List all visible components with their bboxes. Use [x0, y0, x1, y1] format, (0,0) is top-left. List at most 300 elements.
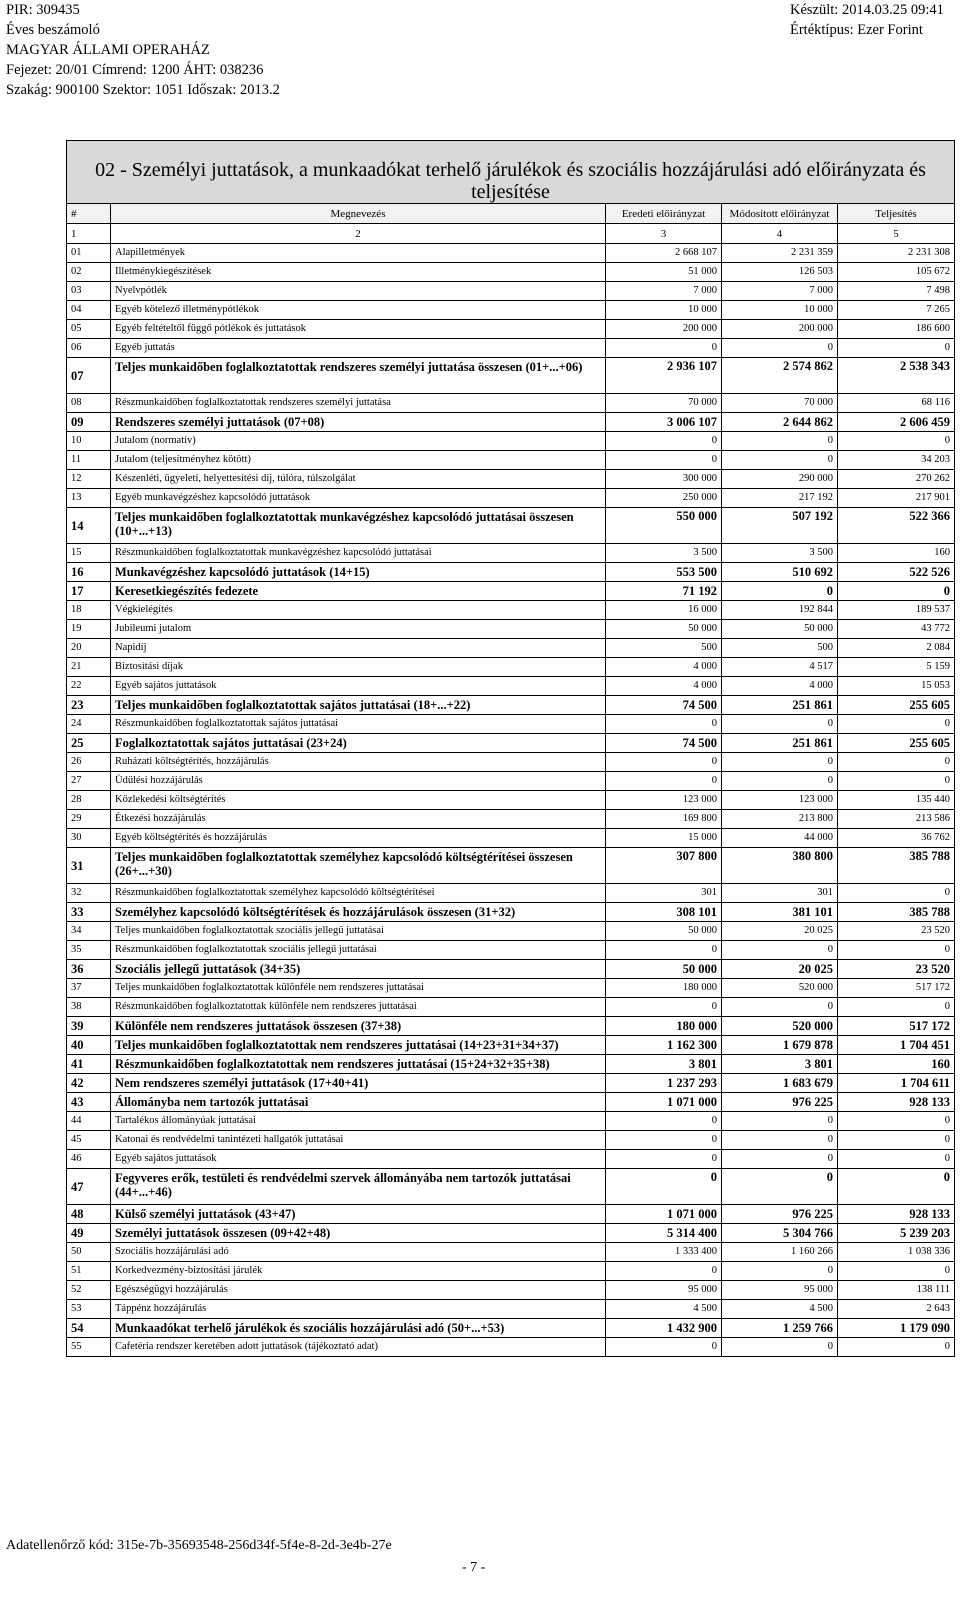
row-code: 19 [67, 620, 111, 639]
table-row [67, 470, 955, 489]
row-modified-value: 0 [722, 432, 838, 451]
table-row [67, 582, 955, 601]
row-name: Cafetéria rendszer keretében adott juttatások (tájékoztató adat) [111, 1338, 606, 1357]
row-name: Foglalkoztatottak sajátos juttatásai (23+24) [111, 734, 606, 753]
row-performance-value: 0 [838, 1112, 955, 1131]
row-original-value: 553 500 [606, 563, 722, 582]
row-original-value: 123 000 [606, 791, 722, 810]
row-code: 31 [67, 848, 111, 884]
table-row [67, 979, 955, 998]
table-row [67, 358, 955, 394]
table-row [67, 620, 955, 639]
row-code: 34 [67, 922, 111, 941]
row-code: 18 [67, 601, 111, 620]
table-row [67, 1017, 955, 1036]
row-code: 32 [67, 884, 111, 903]
budget-table [66, 140, 955, 1357]
row-original-value: 169 800 [606, 810, 722, 829]
row-performance-value: 2 606 459 [838, 413, 955, 432]
row-performance-value: 517 172 [838, 1017, 955, 1036]
table-row [67, 263, 955, 282]
col-header-modified: Módosított előirányzat [722, 204, 838, 224]
table-row [67, 848, 955, 884]
table-row [67, 508, 955, 544]
table-row [67, 339, 955, 358]
row-modified-value: 0 [722, 1131, 838, 1150]
row-code: 55 [67, 1338, 111, 1357]
row-modified-value: 20 025 [722, 922, 838, 941]
report-header-left [6, 0, 280, 100]
row-performance-value: 160 [838, 544, 955, 563]
row-name: Személyi juttatások összesen (09+42+48) [111, 1224, 606, 1243]
row-performance-value: 385 788 [838, 903, 955, 922]
row-performance-value: 0 [838, 582, 955, 601]
page-number: - 7 - [462, 1560, 486, 1575]
row-code: 05 [67, 320, 111, 339]
row-modified-value: 1 259 766 [722, 1319, 838, 1338]
row-name: Egyéb sajátos juttatások [111, 1150, 606, 1169]
row-original-value: 95 000 [606, 1281, 722, 1300]
row-name: Részmunkaidőben foglalkoztatottak szociális jellegű juttatásai [111, 941, 606, 960]
row-code: 08 [67, 394, 111, 413]
row-modified-value: 192 844 [722, 601, 838, 620]
col-number: 4 [722, 224, 838, 244]
row-original-value: 301 [606, 884, 722, 903]
row-code: 29 [67, 810, 111, 829]
table-row [67, 1224, 955, 1243]
table-row [67, 639, 955, 658]
row-code: 27 [67, 772, 111, 791]
column-number-row [67, 224, 955, 244]
row-original-value: 5 314 400 [606, 1224, 722, 1243]
row-original-value: 500 [606, 639, 722, 658]
row-modified-value: 217 192 [722, 489, 838, 508]
row-modified-value: 0 [722, 772, 838, 791]
created-timestamp: Készült: 2014.03.25 09:41 [790, 2, 944, 18]
row-modified-value: 123 000 [722, 791, 838, 810]
row-performance-value: 0 [838, 1262, 955, 1281]
table-row [67, 394, 955, 413]
table-row [67, 734, 955, 753]
row-performance-value: 255 605 [838, 734, 955, 753]
row-name: Teljes munkaidőben foglalkoztatottak különféle nem rendszeres juttatásai [111, 979, 606, 998]
table-row [67, 1036, 955, 1055]
table-row [67, 563, 955, 582]
header-line: Szakág: 900100 Szektor: 1051 Időszak: 2013.2 [6, 82, 280, 98]
row-modified-value: 510 692 [722, 563, 838, 582]
row-original-value: 0 [606, 1150, 722, 1169]
row-original-value: 0 [606, 1262, 722, 1281]
row-original-value: 0 [606, 1131, 722, 1150]
row-code: 53 [67, 1300, 111, 1319]
row-original-value: 0 [606, 432, 722, 451]
row-original-value: 2 936 107 [606, 358, 722, 394]
row-code: 20 [67, 639, 111, 658]
row-code: 39 [67, 1017, 111, 1036]
row-performance-value: 0 [838, 753, 955, 772]
row-performance-value: 255 605 [838, 696, 955, 715]
row-code: 35 [67, 941, 111, 960]
row-original-value: 15 000 [606, 829, 722, 848]
table-row [67, 1131, 955, 1150]
row-name: Állományba nem tartozók juttatásai [111, 1093, 606, 1112]
row-code: 30 [67, 829, 111, 848]
row-performance-value: 5 239 203 [838, 1224, 955, 1243]
table-row [67, 451, 955, 470]
row-original-value: 4 000 [606, 658, 722, 677]
table-row [67, 1055, 955, 1074]
row-original-value: 3 006 107 [606, 413, 722, 432]
row-code: 48 [67, 1205, 111, 1224]
row-modified-value: 0 [722, 1338, 838, 1357]
row-code: 42 [67, 1074, 111, 1093]
row-name: Részmunkaidőben foglalkoztatottak személyhez kapcsolódó költségtérítései [111, 884, 606, 903]
row-original-value: 1 162 300 [606, 1036, 722, 1055]
row-name: Egyéb munkavégzéshez kapcsolódó juttatások [111, 489, 606, 508]
row-original-value: 1 071 000 [606, 1093, 722, 1112]
row-name: Táppénz hozzájárulás [111, 1300, 606, 1319]
table-row [67, 658, 955, 677]
row-original-value: 0 [606, 339, 722, 358]
row-modified-value: 0 [722, 339, 838, 358]
table-row [67, 1319, 955, 1338]
row-name: Egyéb költségtérítés és hozzájárulás [111, 829, 606, 848]
row-performance-value: 105 672 [838, 263, 955, 282]
value-type: Értéktípus: Ezer Forint [790, 22, 923, 38]
row-code: 06 [67, 339, 111, 358]
row-performance-value: 0 [838, 339, 955, 358]
row-original-value: 74 500 [606, 734, 722, 753]
row-name: Egyéb feltételtől függő pótlékok és juttatások [111, 320, 606, 339]
row-modified-value: 381 101 [722, 903, 838, 922]
row-code: 50 [67, 1243, 111, 1262]
row-name: Nem rendszeres személyi juttatások (17+40+41) [111, 1074, 606, 1093]
row-name: Készenléti, ügyeleti, helyettesítési díj, túlóra, túlszolgálat [111, 470, 606, 489]
row-performance-value: 1 179 090 [838, 1319, 955, 1338]
row-original-value: 0 [606, 998, 722, 1017]
row-code: 46 [67, 1150, 111, 1169]
row-modified-value: 4 517 [722, 658, 838, 677]
row-modified-value: 126 503 [722, 263, 838, 282]
row-code: 51 [67, 1262, 111, 1281]
row-name: Szociális jellegű juttatások (34+35) [111, 960, 606, 979]
row-name: Közlekedési költségtérítés [111, 791, 606, 810]
row-original-value: 3 500 [606, 544, 722, 563]
row-modified-value: 4 500 [722, 1300, 838, 1319]
table-row [67, 1205, 955, 1224]
row-name: Részmunkaidőben foglalkoztatottak munkavégzéshez kapcsolódó juttatásai [111, 544, 606, 563]
row-modified-value: 200 000 [722, 320, 838, 339]
row-modified-value: 5 304 766 [722, 1224, 838, 1243]
row-modified-value: 0 [722, 582, 838, 601]
col-header-code: # [67, 204, 111, 224]
row-modified-value: 0 [722, 1262, 838, 1281]
row-original-value: 10 000 [606, 301, 722, 320]
row-performance-value: 385 788 [838, 848, 955, 884]
row-original-value: 307 800 [606, 848, 722, 884]
table-row [67, 791, 955, 810]
row-name: Alapilletmények [111, 244, 606, 263]
row-code: 16 [67, 563, 111, 582]
row-name: Rendszeres személyi juttatások (07+08) [111, 413, 606, 432]
row-modified-value: 0 [722, 998, 838, 1017]
table-row [67, 715, 955, 734]
row-name: Különféle nem rendszeres juttatások összesen (37+38) [111, 1017, 606, 1036]
row-original-value: 0 [606, 1112, 722, 1131]
row-name: Személyhez kapcsolódó költségtérítések és hozzájárulások összesen (31+32) [111, 903, 606, 922]
row-modified-value: 10 000 [722, 301, 838, 320]
row-modified-value: 70 000 [722, 394, 838, 413]
row-original-value: 1 237 293 [606, 1074, 722, 1093]
row-performance-value: 0 [838, 1131, 955, 1150]
row-name: Ruházati költségtérítés, hozzájárulás [111, 753, 606, 772]
row-original-value: 0 [606, 1169, 722, 1205]
row-code: 43 [67, 1093, 111, 1112]
row-code: 44 [67, 1112, 111, 1131]
row-performance-value: 0 [838, 998, 955, 1017]
table-row [67, 941, 955, 960]
row-modified-value: 7 000 [722, 282, 838, 301]
table-row [67, 922, 955, 941]
row-modified-value: 95 000 [722, 1281, 838, 1300]
row-performance-value: 2 231 308 [838, 244, 955, 263]
col-number: 1 [67, 224, 111, 244]
row-modified-value: 3 801 [722, 1055, 838, 1074]
row-original-value: 50 000 [606, 922, 722, 941]
table-row [67, 489, 955, 508]
row-modified-value: 520 000 [722, 979, 838, 998]
row-modified-value: 4 000 [722, 677, 838, 696]
row-code: 41 [67, 1055, 111, 1074]
row-name: Végkielégítés [111, 601, 606, 620]
row-original-value: 0 [606, 451, 722, 470]
row-original-value: 4 000 [606, 677, 722, 696]
row-name: Teljes munkaidőben foglalkoztatottak sajátos juttatásai (18+...+22) [111, 696, 606, 715]
table-row [67, 677, 955, 696]
row-modified-value: 976 225 [722, 1205, 838, 1224]
table-row [67, 1300, 955, 1319]
row-name: Munkaadókat terhelő járulékok és szociális hozzájárulási adó (50+...+53) [111, 1319, 606, 1338]
row-performance-value: 0 [838, 1338, 955, 1357]
table-row [67, 301, 955, 320]
table-row [67, 1093, 955, 1112]
row-modified-value: 1 160 266 [722, 1243, 838, 1262]
row-performance-value: 217 901 [838, 489, 955, 508]
row-code: 49 [67, 1224, 111, 1243]
row-performance-value: 43 772 [838, 620, 955, 639]
row-performance-value: 0 [838, 941, 955, 960]
row-code: 22 [67, 677, 111, 696]
row-code: 38 [67, 998, 111, 1017]
row-name: Teljes munkaidőben foglalkoztatottak nem rendszeres juttatásai (14+23+31+34+37) [111, 1036, 606, 1055]
row-code: 10 [67, 432, 111, 451]
row-original-value: 3 801 [606, 1055, 722, 1074]
check-code: Adatellenőrző kód: 315e-7b-35693548-256d34f-5f4e-8-2d-3e4b-27e [6, 1538, 392, 1553]
table-row [67, 432, 955, 451]
row-modified-value: 2 231 359 [722, 244, 838, 263]
row-performance-value: 138 111 [838, 1281, 955, 1300]
row-modified-value: 976 225 [722, 1093, 838, 1112]
table-row [67, 1281, 955, 1300]
row-performance-value: 34 203 [838, 451, 955, 470]
table-row [67, 601, 955, 620]
row-performance-value: 15 053 [838, 677, 955, 696]
table-row [67, 282, 955, 301]
row-modified-value: 0 [722, 715, 838, 734]
row-original-value: 1 432 900 [606, 1319, 722, 1338]
row-modified-value: 520 000 [722, 1017, 838, 1036]
row-name: Illetménykiegészítések [111, 263, 606, 282]
row-name: Részmunkaidőben foglalkoztatottak sajátos juttatásai [111, 715, 606, 734]
row-original-value: 70 000 [606, 394, 722, 413]
row-code: 17 [67, 582, 111, 601]
row-modified-value: 213 800 [722, 810, 838, 829]
row-code: 02 [67, 263, 111, 282]
row-code: 03 [67, 282, 111, 301]
col-number: 5 [838, 224, 955, 244]
row-name: Jubileumi jutalom [111, 620, 606, 639]
row-modified-value: 507 192 [722, 508, 838, 544]
row-performance-value: 23 520 [838, 960, 955, 979]
row-original-value: 0 [606, 753, 722, 772]
row-performance-value: 7 265 [838, 301, 955, 320]
row-modified-value: 0 [722, 1150, 838, 1169]
row-modified-value: 251 861 [722, 696, 838, 715]
col-header-performance: Teljesítés [838, 204, 955, 224]
row-code: 24 [67, 715, 111, 734]
row-modified-value: 0 [722, 451, 838, 470]
row-performance-value: 0 [838, 715, 955, 734]
row-performance-value: 928 133 [838, 1093, 955, 1112]
table-row [67, 960, 955, 979]
row-name: Egészségügyi hozzájárulás [111, 1281, 606, 1300]
row-name: Szociális hozzájárulási adó [111, 1243, 606, 1262]
row-original-value: 16 000 [606, 601, 722, 620]
row-name: Egyéb sajátos juttatások [111, 677, 606, 696]
row-performance-value: 270 262 [838, 470, 955, 489]
row-code: 04 [67, 301, 111, 320]
row-original-value: 0 [606, 772, 722, 791]
row-modified-value: 20 025 [722, 960, 838, 979]
row-performance-value: 2 084 [838, 639, 955, 658]
row-code: 12 [67, 470, 111, 489]
row-performance-value: 0 [838, 432, 955, 451]
row-modified-value: 0 [722, 753, 838, 772]
row-code: 21 [67, 658, 111, 677]
row-original-value: 51 000 [606, 263, 722, 282]
table-row [67, 1338, 955, 1357]
row-code: 23 [67, 696, 111, 715]
row-performance-value: 7 498 [838, 282, 955, 301]
row-original-value: 1 071 000 [606, 1205, 722, 1224]
table-row [67, 829, 955, 848]
table-row [67, 320, 955, 339]
row-performance-value: 5 159 [838, 658, 955, 677]
row-code: 40 [67, 1036, 111, 1055]
row-performance-value: 0 [838, 772, 955, 791]
col-header-original: Eredeti előirányzat [606, 204, 722, 224]
row-name: Részmunkaidőben foglalkoztatottak nem rendszeres juttatásai (15+24+32+35+38) [111, 1055, 606, 1074]
table-row [67, 1150, 955, 1169]
row-performance-value: 160 [838, 1055, 955, 1074]
row-performance-value: 36 762 [838, 829, 955, 848]
row-performance-value: 135 440 [838, 791, 955, 810]
table-row [67, 753, 955, 772]
row-original-value: 300 000 [606, 470, 722, 489]
row-performance-value: 23 520 [838, 922, 955, 941]
row-original-value: 180 000 [606, 979, 722, 998]
table-row [67, 1169, 955, 1205]
row-original-value: 250 000 [606, 489, 722, 508]
row-performance-value: 1 038 336 [838, 1243, 955, 1262]
header-line: MAGYAR ÁLLAMI OPERAHÁZ [6, 42, 210, 58]
table-row [67, 884, 955, 903]
row-code: 26 [67, 753, 111, 772]
row-name: Fegyveres erők, testületi és rendvédelmi szervek állományába nem tartozók juttatásai (44+...+46) [111, 1169, 606, 1205]
row-name: Nyelvpótlék [111, 282, 606, 301]
row-original-value: 1 333 400 [606, 1243, 722, 1262]
row-code: 01 [67, 244, 111, 263]
row-name: Korkedvezmény-biztosítási járulék [111, 1262, 606, 1281]
row-performance-value: 0 [838, 884, 955, 903]
row-name: Napidíj [111, 639, 606, 658]
row-original-value: 0 [606, 941, 722, 960]
table-row [67, 1074, 955, 1093]
table-row [67, 1243, 955, 1262]
row-name: Részmunkaidőben foglalkoztatottak különféle nem rendszeres juttatásai [111, 998, 606, 1017]
row-modified-value: 1 683 679 [722, 1074, 838, 1093]
row-code: 09 [67, 413, 111, 432]
row-performance-value: 928 133 [838, 1205, 955, 1224]
row-modified-value: 301 [722, 884, 838, 903]
row-name: Étkezési hozzájárulás [111, 810, 606, 829]
row-name: Katonai és rendvédelmi tanintézeti hallgatók juttatásai [111, 1131, 606, 1150]
row-code: 47 [67, 1169, 111, 1205]
row-name: Teljes munkaidőben foglalkoztatottak szociális jellegű juttatásai [111, 922, 606, 941]
row-modified-value: 290 000 [722, 470, 838, 489]
table-row [67, 772, 955, 791]
row-original-value: 71 192 [606, 582, 722, 601]
row-code: 37 [67, 979, 111, 998]
row-original-value: 0 [606, 715, 722, 734]
row-performance-value: 522 526 [838, 563, 955, 582]
row-name: Keresetkiegészítés fedezete [111, 582, 606, 601]
row-name: Részmunkaidőben foglalkoztatottak rendszeres személyi juttatása [111, 394, 606, 413]
row-performance-value: 189 537 [838, 601, 955, 620]
row-modified-value: 2 574 862 [722, 358, 838, 394]
row-performance-value: 1 704 611 [838, 1074, 955, 1093]
table-row [67, 244, 955, 263]
table-row [67, 544, 955, 563]
col-number: 2 [111, 224, 606, 244]
row-original-value: 200 000 [606, 320, 722, 339]
row-modified-value: 50 000 [722, 620, 838, 639]
table-row [67, 1112, 955, 1131]
row-code: 28 [67, 791, 111, 810]
row-modified-value: 500 [722, 639, 838, 658]
row-code: 45 [67, 1131, 111, 1150]
row-original-value: 74 500 [606, 696, 722, 715]
column-header-row [67, 204, 955, 224]
report-header-right [790, 0, 944, 40]
table-row [67, 696, 955, 715]
row-performance-value: 522 366 [838, 508, 955, 544]
row-modified-value: 0 [722, 1112, 838, 1131]
row-code: 14 [67, 508, 111, 544]
row-code: 07 [67, 358, 111, 394]
table-row [67, 903, 955, 922]
row-name: Biztosítási díjak [111, 658, 606, 677]
